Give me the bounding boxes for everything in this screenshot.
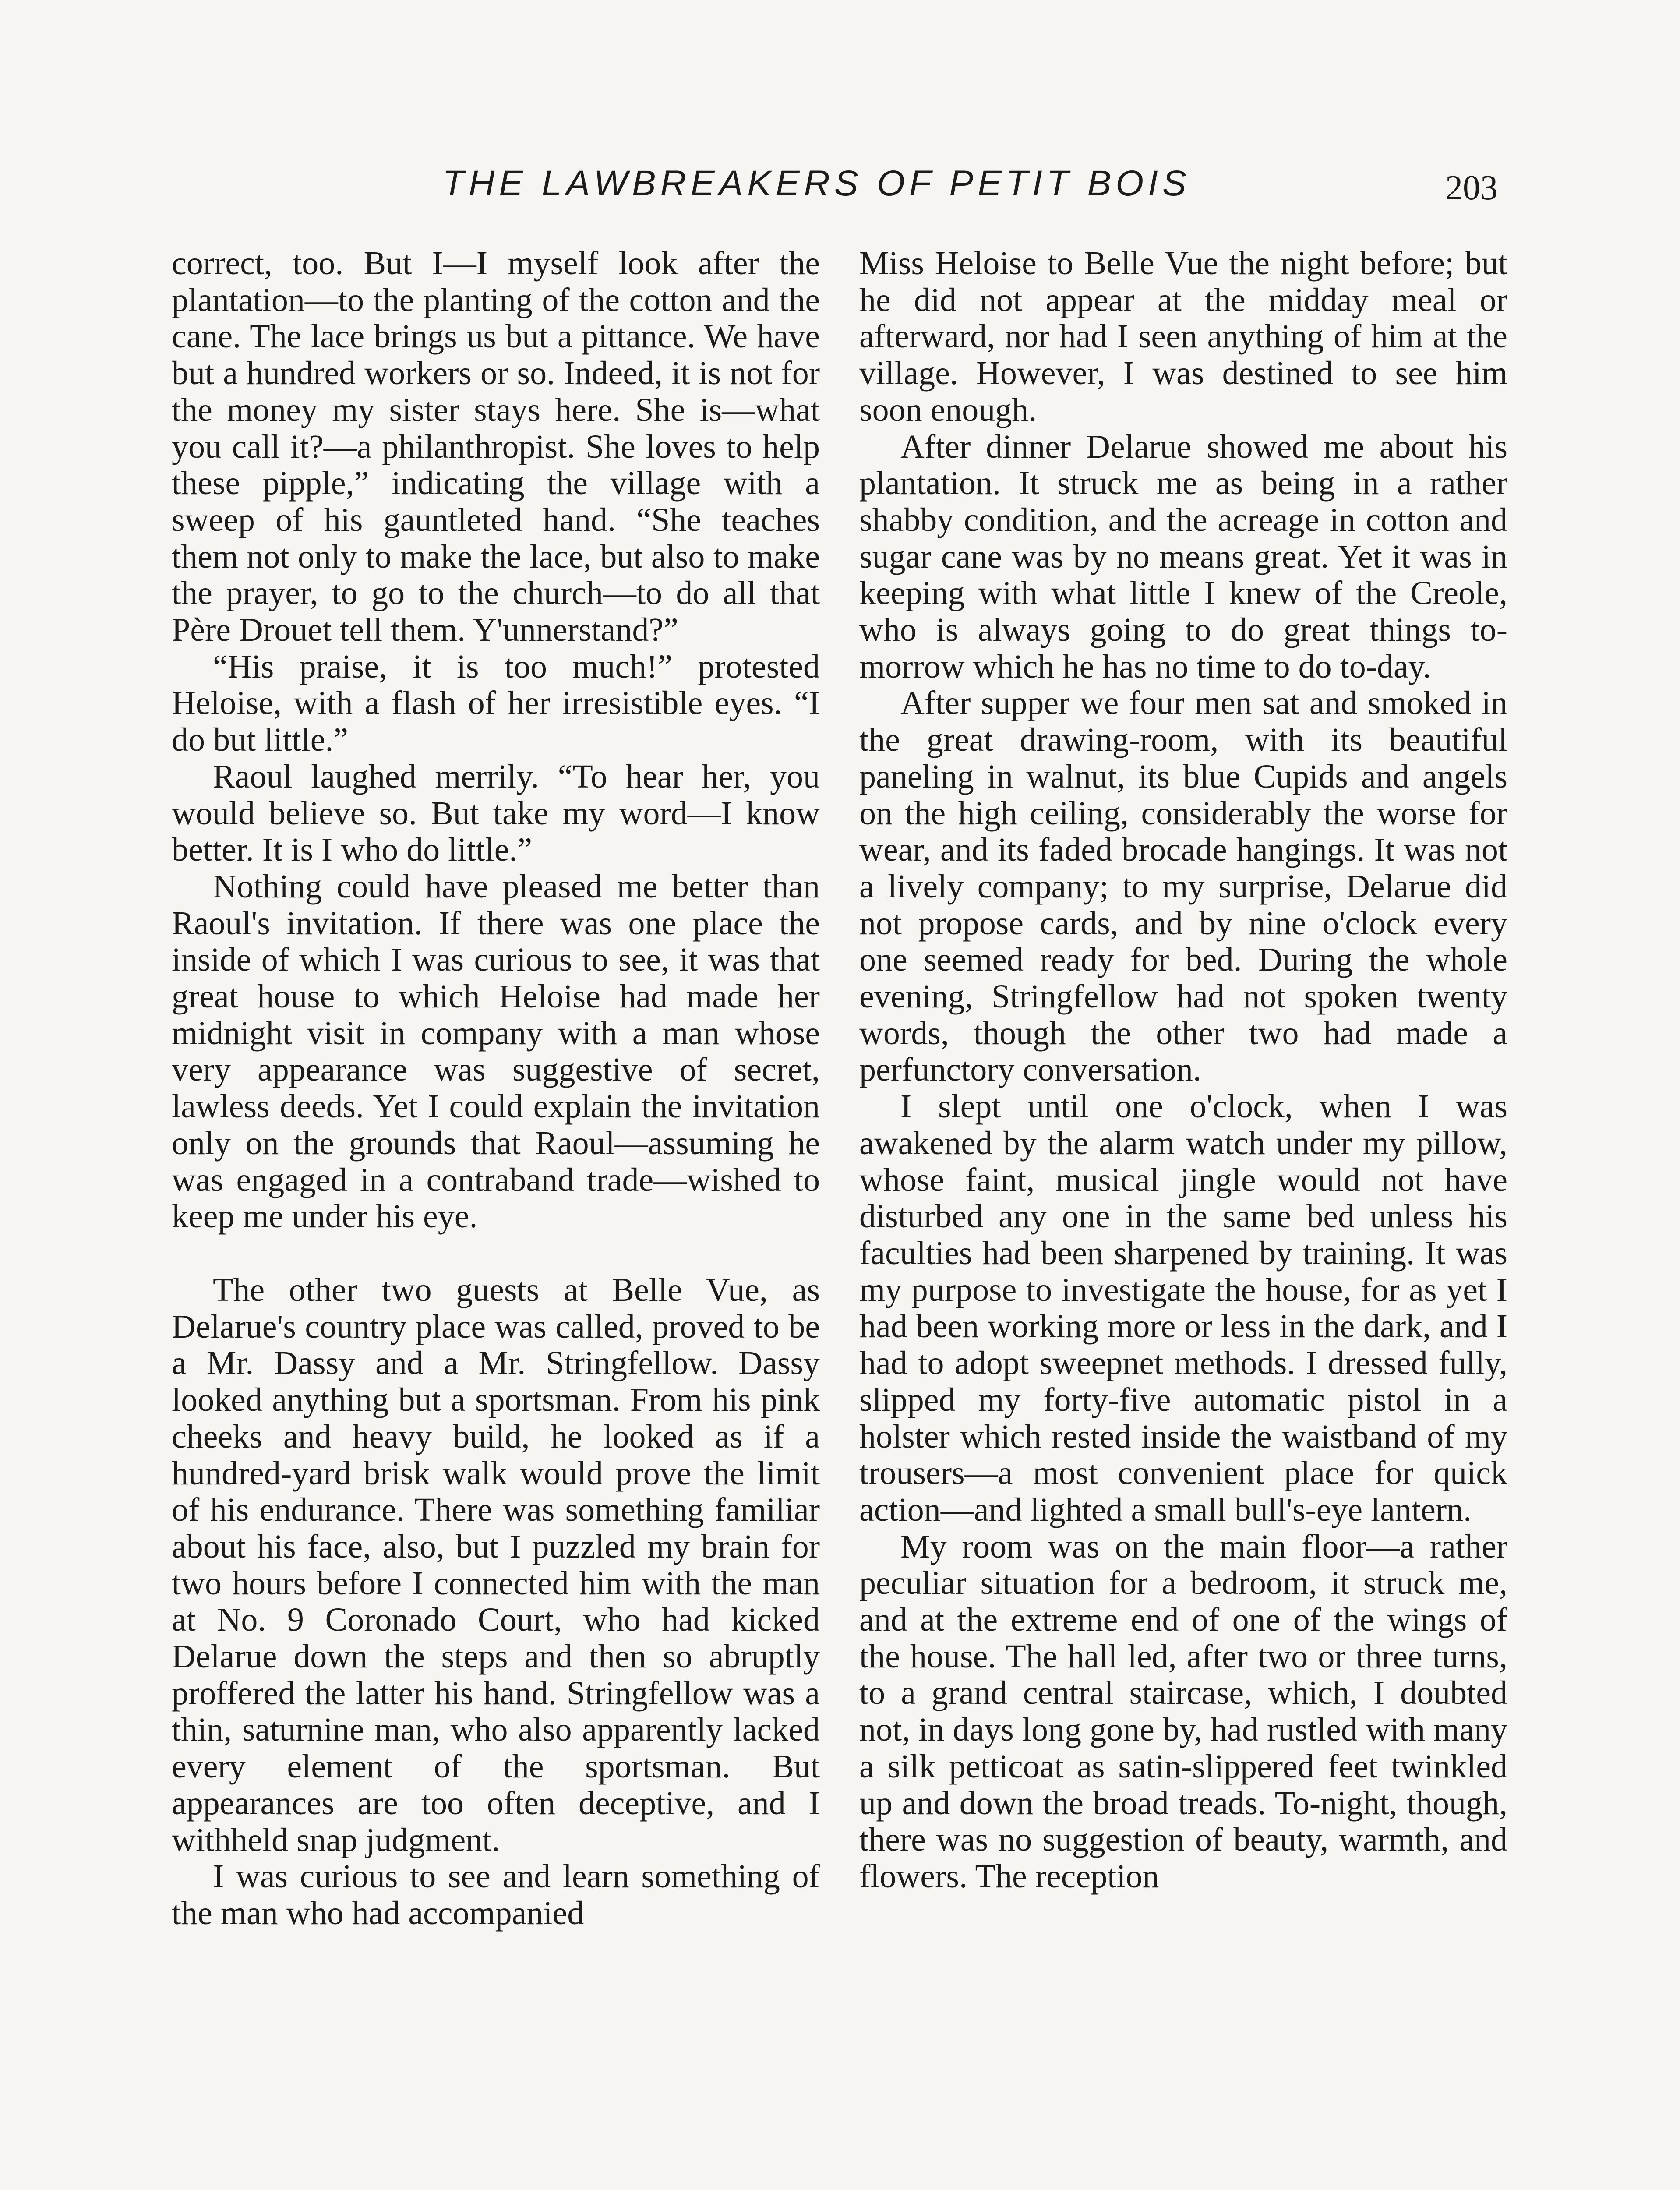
running-title: THE LAWBREAKERS OF PETIT BOIS xyxy=(442,163,1191,203)
paragraph: The other two guests at Belle Vue, as Delarue's country place was called, proved to be a Mr. Dassy and a Mr. Stringfellow. Dassy looked anything but a sportsman. From his pink cheeks and heavy build, he looked as if a hundred-yard brisk walk would prove the limit of his endurance. There was something familiar about his face, also, but I puzzled my brain for two hours before I connected him with the man at No. 9 Coronado Court, who had kicked Delarue down the steps and then so abruptly proffered the latter his hand. Stringfellow was a thin, saturnine man, who also apparently lacked every element of the sportsman. But appearances are too often deceptive, and I withheld snap judgment. xyxy=(172,1271,820,1858)
paragraph: correct, too. But I—I myself look after the plantation—to the planting of the cotton and the cane. The lace brings us but a pittance. We have but a hundred workers or so. Indeed, it is not for the money my sister stays here. She is—what you call it?—a philanthropist. She loves to help these pipple,” indicating the village with a sweep of his gauntleted hand. “She teaches them not only to make the lace, but also to make the prayer, to go to the church—to do all that Père Drouet tell them. Y'unnerstand?” xyxy=(172,245,820,649)
page-header xyxy=(171,163,1507,215)
paragraph: I slept until one o'clock, when I was awakened by the alarm watch under my pillow, whose faint, musical jingle would not have disturbed any one in the same bed unless his faculties had been sharpened by training. It was my purpose to investigate the house, for as yet I had been working more or less in the dark, and I had to adopt sweepnet methods. I dressed fully, slipped my forty-five automatic pistol in a holster which rested inside the waistband of my trousers—a most convenient place for quick action—and lighted a small bull's-eye lantern. xyxy=(859,1088,1507,1528)
paragraph: I was curious to see and learn something of the man who had accompanied xyxy=(172,1858,820,1932)
paragraph: Raoul laughed merrily. “To hear her, you would believe so. But take my word—I know better. It is I who do little.” xyxy=(172,758,820,869)
paragraph: Miss Heloise to Belle Vue the night before; but he did not appear at the midday meal or afterward, nor had I seen anything of him at the village. However, I was destined to see him soon enough. xyxy=(859,245,1507,428)
paragraph: After dinner Delarue showed me about his plantation. It struck me as being in a rather shabby condition, and the acreage in cotton and sugar cane was by no means great. Yet it was in keeping with what little I knew of the Creole, who is always going to do great things to-morrow which he has no time to do to-day. xyxy=(859,428,1507,685)
paragraph: “His praise, it is too much!” protested Heloise, with a flash of her irresistible eyes. “I do but little.” xyxy=(172,648,820,759)
right-column xyxy=(859,245,1507,1895)
paragraph: My room was on the main floor—a rather peculiar situation for a bedroom, it struck me, and at the extreme end of one of the wings of the house. The hall led, after two or three turns, to a grand central staircase, which, I doubted not, in days long gone by, had rustled with many a silk petticoat as satin-slippered feet twinkled up and down the broad treads. To-night, though, there was no suggestion of beauty, warmth, and flowers. The reception xyxy=(859,1528,1507,1895)
page-number: 203 xyxy=(1445,169,1498,207)
left-column xyxy=(172,245,820,1932)
paragraph: Nothing could have pleased me better than Raoul's invitation. If there was one place the inside of which I was curious to see, it was that great house to which Heloise had made her midnight visit in company with a man whose very appearance was suggestive of secret, lawless deeds. Yet I could explain the invitation only on the grounds that Raoul—assuming he was engaged in a contraband trade—wished to keep me under his eye. xyxy=(172,868,820,1235)
paragraph: After supper we four men sat and smoked in the great drawing-room, with its beautiful paneling in walnut, its blue Cupids and angels on the high ceiling, considerably the worse for wear, and its faded brocade hangings. It was not a lively company; to my surprise, Delarue did not propose cards, and by nine o'clock every one seemed ready for bed. During the whole evening, Stringfellow had not spoken twenty words, though the other two had made a perfunctory conversation. xyxy=(859,685,1507,1088)
